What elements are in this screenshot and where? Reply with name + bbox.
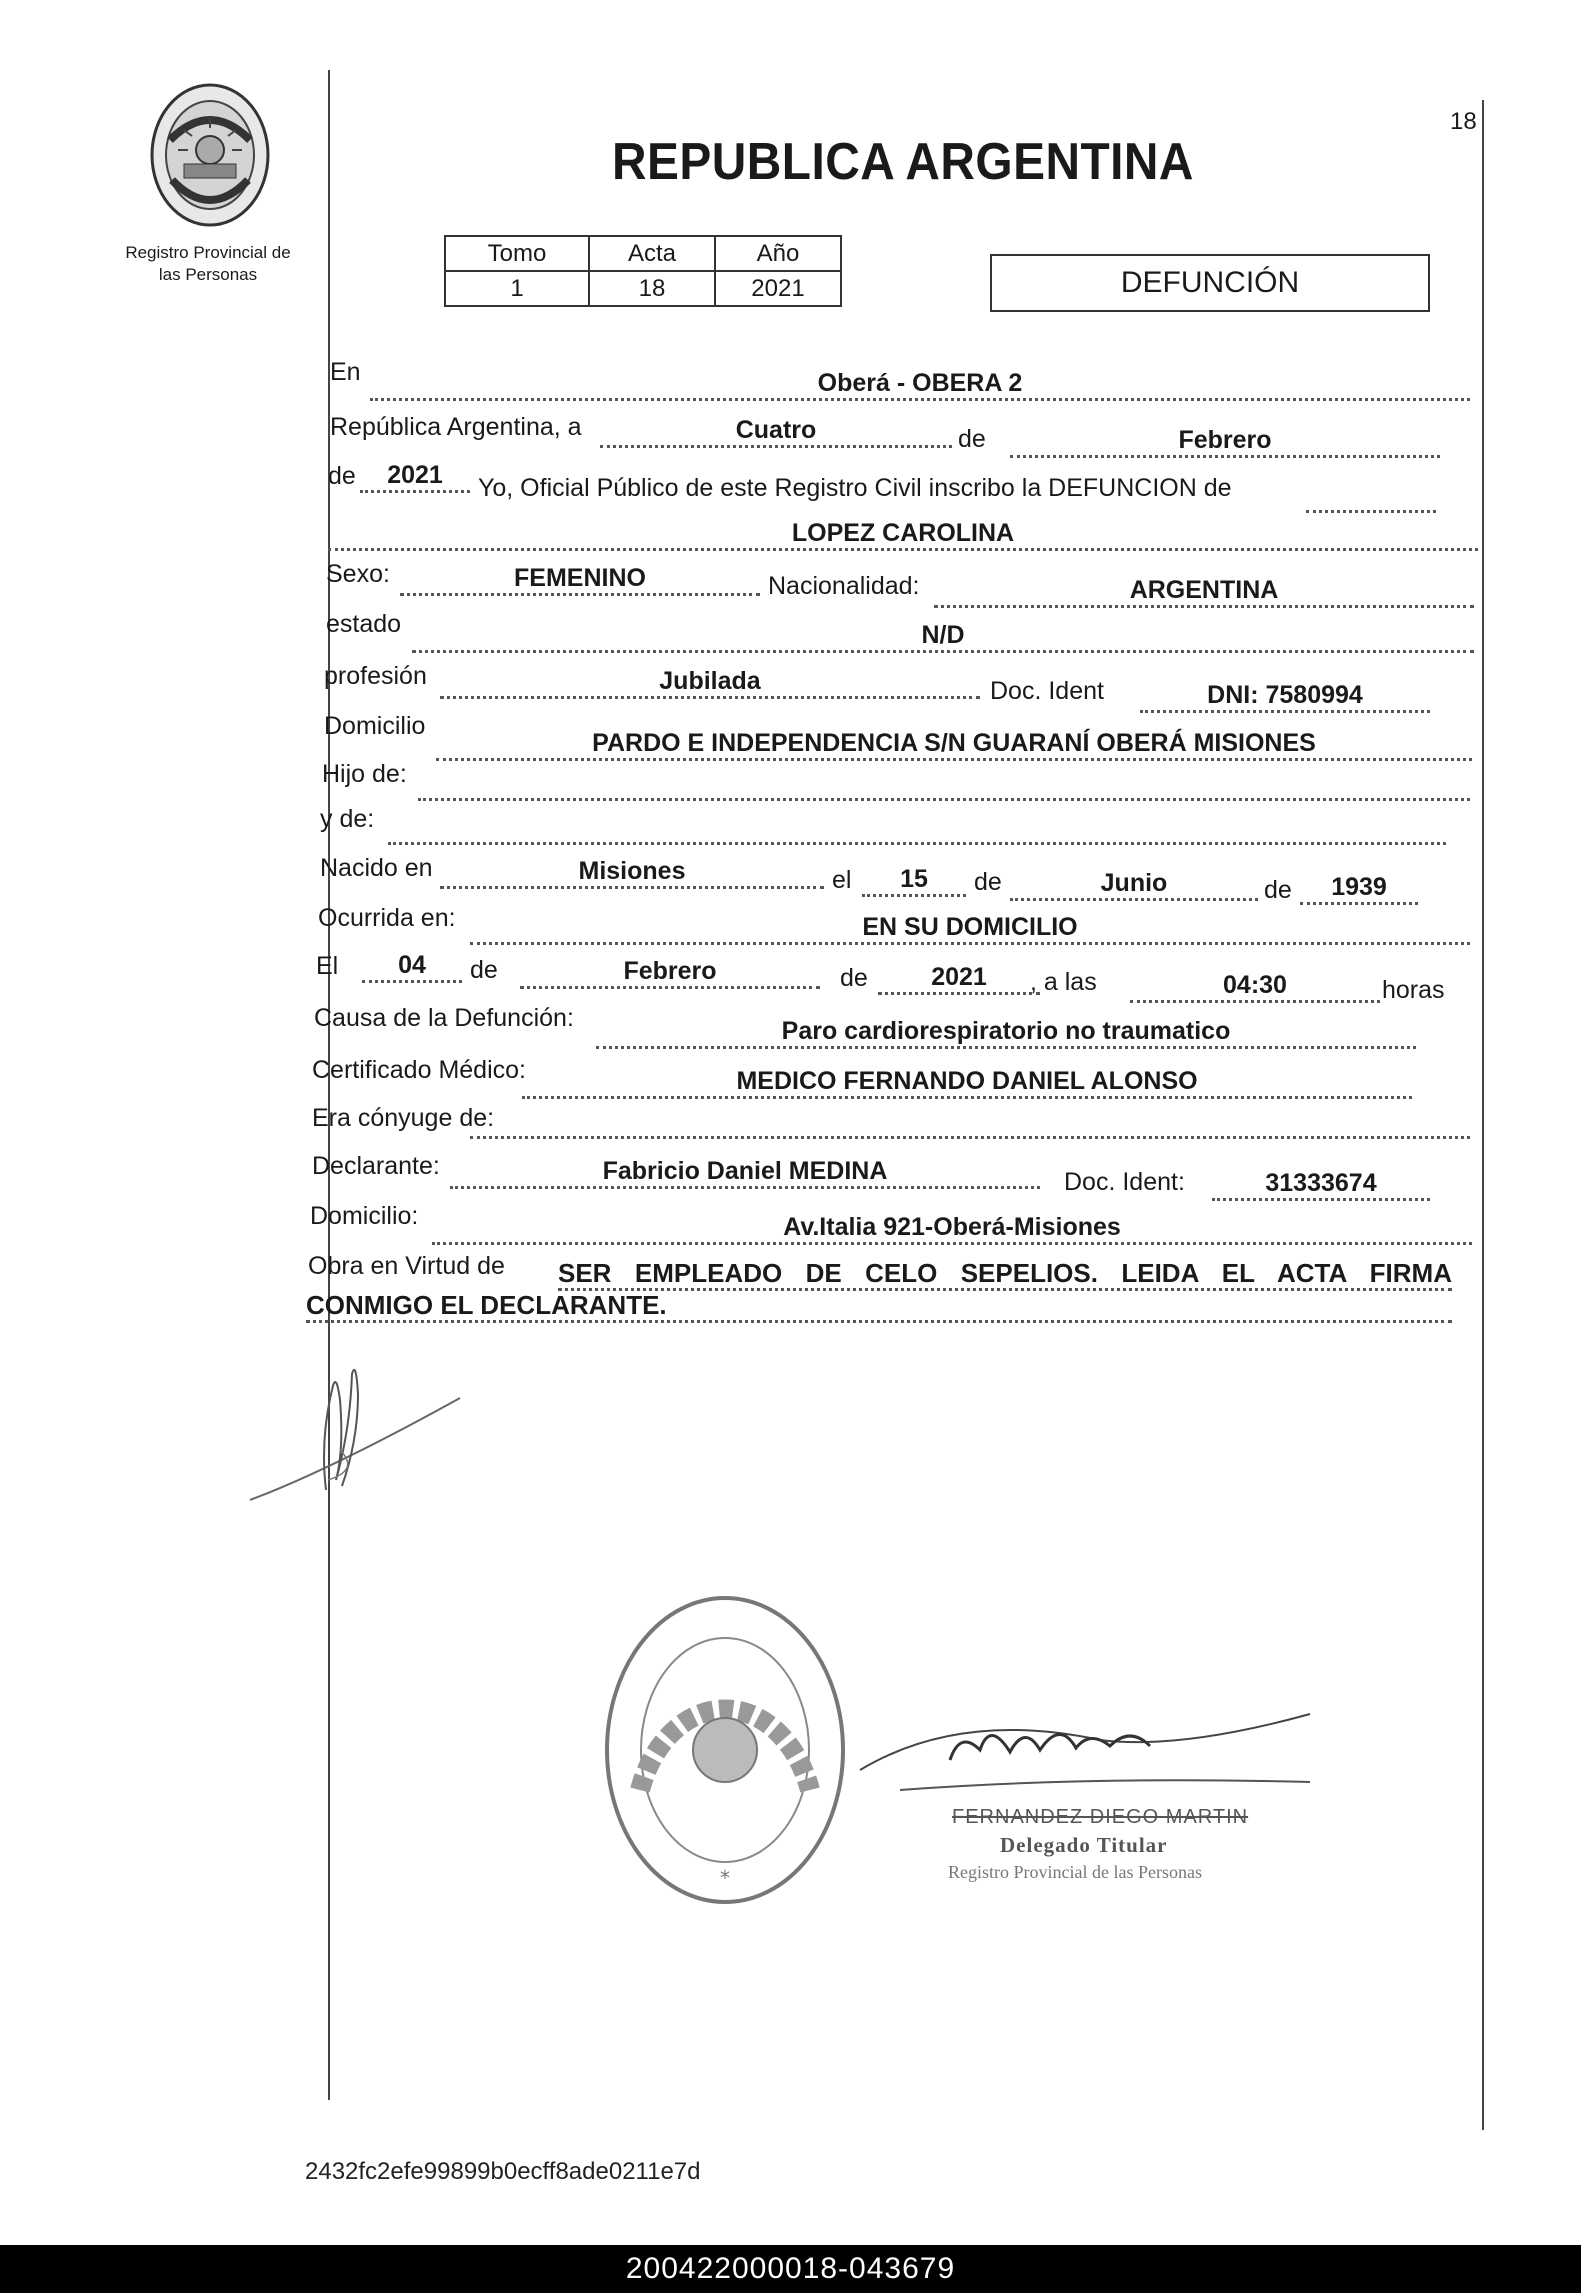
ano-value: 2021 (715, 271, 841, 306)
document-code-bar: 200422000018-043679 (0, 2245, 1581, 2293)
declarante-value: Fabricio Daniel MEDINA (450, 1156, 1040, 1189)
a-las-label: , a las (1030, 968, 1097, 996)
birth-year-value: 1939 (1300, 872, 1418, 905)
declarante-doc-label: Doc. Ident: (1064, 1168, 1185, 1196)
reference-table (444, 235, 842, 307)
doc-ident-value: DNI: 7580994 (1140, 680, 1430, 713)
death-month-value: Febrero (520, 956, 820, 989)
document-title: REPUBLICA ARGENTINA (612, 133, 1194, 191)
estado-label: estado (326, 610, 402, 638)
document-type-box: DEFUNCIÓN (990, 254, 1430, 312)
death-time-value: 04:30 (1130, 970, 1380, 1003)
month-value: Febrero (1010, 425, 1440, 458)
place-value: Oberá - OBERA 2 (370, 368, 1470, 401)
causa-label: Causa de la Defunción: (314, 1004, 574, 1032)
day-word-value: Cuatro (600, 415, 952, 448)
obra-text-line2: CONMIGO EL DECLARANTE. (306, 1290, 1452, 1323)
oficial-line-rule (1306, 510, 1436, 513)
declarante-label: Declarante: (312, 1152, 440, 1180)
hijo-value (418, 768, 1470, 801)
year-value: 2021 (360, 460, 470, 493)
de-label-4: de (1264, 876, 1292, 904)
acta-value: 18 (589, 271, 715, 306)
en-label: En (330, 358, 361, 386)
sexo-label: Sexo: (326, 560, 390, 588)
el-label: el (832, 866, 852, 894)
signatory-role: Delegado Titular (1000, 1833, 1168, 1857)
republica-label: República Argentina, a (330, 413, 582, 441)
registry-name (108, 242, 308, 286)
declarante-domicilio-label: Domicilio: (310, 1202, 419, 1230)
death-day-value: 04 (362, 950, 462, 983)
provincial-seal-logo (148, 80, 272, 230)
y-de-value (388, 812, 1446, 845)
de-label-5: de (470, 956, 498, 984)
official-stamp (600, 1590, 850, 1910)
certificado-value: MEDICO FERNANDO DANIEL ALONSO (522, 1066, 1412, 1099)
domicilio-value: PARDO E INDEPENDENCIA S/N GUARANÍ OBERÁ MISIONES (436, 728, 1472, 761)
oficial-text: Yo, Oficial Público de este Registro Civil inscribo la DEFUNCION de (478, 474, 1232, 502)
document-hash: 2432fc2efe99899b0ecff8ade0211e7d (305, 2158, 701, 2185)
doc-ident-label: Doc. Ident (990, 677, 1104, 705)
obra-text-line1: SER EMPLEADO DE CELO SEPELIOS. LEIDA EL ACTA FIRMA (558, 1258, 1452, 1291)
page-number: 18 (1450, 108, 1477, 135)
causa-value: Paro cardiorespiratorio no traumatico (596, 1016, 1416, 1049)
signatory-office: Registro Provincial de las Personas (948, 1862, 1202, 1882)
nacionalidad-label: Nacionalidad: (768, 572, 920, 600)
birth-day-value: 15 (862, 864, 966, 897)
registry-name-line1: Registro Provincial de (125, 243, 291, 262)
right-margin-line (1482, 100, 1484, 2130)
de-label-2: de (328, 462, 356, 490)
conyuge-value (470, 1106, 1470, 1139)
y-de-label: y de: (320, 805, 375, 833)
profesion-label: profesión (324, 662, 427, 690)
tomo-label: Tomo (445, 236, 589, 271)
de-label-1: de (958, 425, 986, 453)
declarante-doc-value: 31333674 (1212, 1168, 1430, 1201)
deceased-name-value: LOPEZ CAROLINA (328, 518, 1478, 551)
death-year-value: 2021 (878, 962, 1040, 995)
de-label-3: de (974, 868, 1002, 896)
obra-label: Obra en Virtud de (308, 1252, 505, 1280)
de-label-6: de (840, 964, 868, 992)
estado-value: N/D (412, 620, 1474, 653)
profesion-value: Jubilada (440, 666, 980, 699)
domicilio-label: Domicilio (324, 712, 426, 740)
ano-label: Año (715, 236, 841, 271)
ocurrida-label: Ocurrida en: (318, 904, 456, 932)
sexo-value: FEMENINO (400, 563, 760, 596)
conyuge-label: Era cónyuge de: (312, 1104, 495, 1132)
ocurrida-en-value: EN SU DOMICILIO (470, 912, 1470, 945)
tomo-value: 1 (445, 271, 589, 306)
hijo-label: Hijo de: (322, 760, 407, 788)
signatory-name: FERNANDEZ DIEGO MARTIN (952, 1806, 1249, 1828)
official-signature (840, 1690, 1320, 1810)
birth-month-value: Junio (1010, 868, 1258, 901)
declarante-domicilio-value: Av.Italia 921-Oberá-Misiones (432, 1212, 1472, 1245)
horas-label: horas (1382, 976, 1445, 1004)
registry-name-line2: las Personas (158, 265, 258, 284)
el-cap-label: El (316, 952, 339, 980)
certificado-label: Certificado Médico: (312, 1056, 526, 1084)
nacido-en-value: Misiones (440, 856, 824, 889)
nacido-label: Nacido en (320, 854, 433, 882)
svg-text:*: * (720, 1866, 730, 1890)
acta-label: Acta (589, 236, 715, 271)
declarant-signature (240, 1330, 480, 1510)
nacionalidad-value: ARGENTINA (934, 575, 1474, 608)
